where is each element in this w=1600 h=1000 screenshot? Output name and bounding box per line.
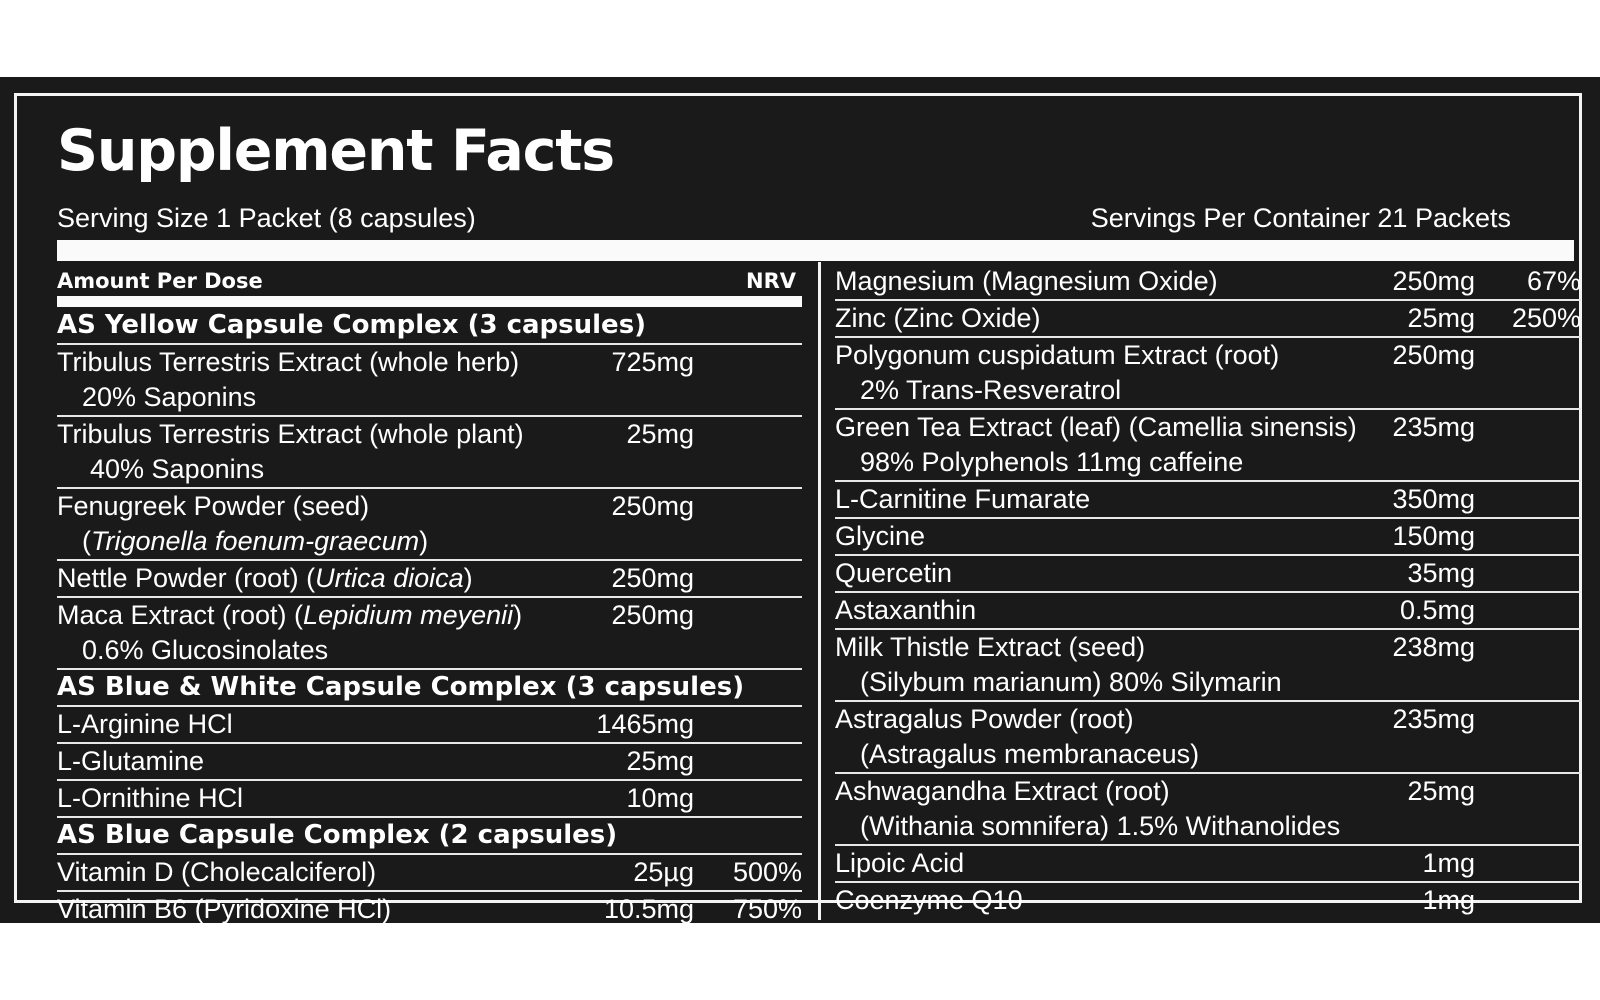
ingredient-nrv: 500% xyxy=(732,857,802,887)
label-frame xyxy=(14,93,1582,924)
ingredient-row xyxy=(57,345,802,417)
ingredient-row xyxy=(57,489,802,561)
ingredient-amount: 238mg xyxy=(1392,632,1475,662)
ingredient-amount: 25mg xyxy=(626,746,694,776)
ingredient-name: Coenzyme Q10 xyxy=(835,885,1023,915)
ingredient-name: Astaxanthin xyxy=(835,595,977,625)
ingredient-row xyxy=(57,744,802,781)
amount-per-dose-header: Amount Per Dose xyxy=(57,269,263,293)
section-heading-blue: AS Blue Capsule Complex (2 capsules) xyxy=(57,818,802,855)
ingredient-detail: (Trigonella foenum-graecum) xyxy=(82,526,429,556)
right-column xyxy=(835,264,1581,918)
ingredient-row xyxy=(57,892,802,927)
ingredient-row xyxy=(835,774,1581,846)
ingredient-row xyxy=(57,417,802,489)
ingredient-detail: 0.6% Glucosinolates xyxy=(82,635,329,665)
ingredient-row xyxy=(835,410,1581,482)
ingredient-row xyxy=(57,781,802,818)
ingredient-amount: 25mg xyxy=(1407,776,1475,806)
ingredient-name: Ashwagandha Extract (root) xyxy=(835,776,1170,806)
ingredient-name: Zinc (Zinc Oxide) xyxy=(835,303,1041,333)
ingredient-detail: 2% Trans-Resveratrol xyxy=(860,375,1122,405)
ingredient-row xyxy=(835,702,1581,774)
ingredient-amount: 350mg xyxy=(1392,484,1475,514)
ingredient-name: Magnesium (Magnesium Oxide) xyxy=(835,266,1218,296)
ingredient-amount: 1mg xyxy=(1422,885,1475,915)
ingredient-row xyxy=(835,338,1581,410)
ingredient-nrv: 250% xyxy=(1511,303,1581,333)
thick-rule xyxy=(57,240,1574,261)
ingredient-amount: 10mg xyxy=(626,783,694,813)
ingredient-amount: 35mg xyxy=(1407,558,1475,588)
ingredient-row xyxy=(57,707,802,744)
ingredient-name: Green Tea Extract (leaf) (Camellia sinensis) xyxy=(835,412,1357,442)
ingredient-detail: 98% Polyphenols 11mg caffeine xyxy=(860,447,1244,477)
ingredient-row xyxy=(57,855,802,892)
ingredient-detail: 20% Saponins xyxy=(82,382,257,412)
ingredient-row xyxy=(835,556,1581,593)
ingredient-amount: 10.5mg xyxy=(603,894,694,924)
ingredient-amount: 0.5mg xyxy=(1399,595,1475,625)
ingredient-amount: 250mg xyxy=(1392,340,1475,370)
ingredient-name: L-Ornithine HCl xyxy=(57,783,244,813)
ingredient-name: L-Glutamine xyxy=(57,746,205,776)
ingredient-name: Glycine xyxy=(835,521,926,551)
ingredient-amount: 250mg xyxy=(1392,266,1475,296)
left-column xyxy=(57,264,802,927)
ingredient-name: Nettle Powder (root) (Urtica dioica) xyxy=(57,563,473,593)
ingredient-nrv: 750% xyxy=(732,894,802,924)
ingredient-amount: 25mg xyxy=(1407,303,1475,333)
ingredient-name: Quercetin xyxy=(835,558,953,588)
ingredient-name: Astragalus Powder (root) xyxy=(835,704,1134,734)
column-header xyxy=(57,264,802,296)
ingredient-amount: 235mg xyxy=(1392,704,1475,734)
ingredient-nrv: 67% xyxy=(1526,266,1581,296)
ingredient-amount: 25mg xyxy=(626,419,694,449)
ingredient-row xyxy=(57,598,802,670)
ingredient-name: Milk Thistle Extract (seed) xyxy=(835,632,1146,662)
ingredient-name: Vitamin D (Cholecalciferol) xyxy=(57,857,377,887)
nrv-header: NRV xyxy=(746,269,796,293)
ingredient-amount: 725mg xyxy=(611,347,694,377)
ingredient-row xyxy=(835,264,1581,301)
ingredient-name: Maca Extract (root) (Lepidium meyenii) xyxy=(57,600,523,630)
ingredient-detail: 40% Saponins xyxy=(90,454,265,484)
ingredient-amount: 250mg xyxy=(611,600,694,630)
ingredient-row xyxy=(835,593,1581,630)
serving-size: Serving Size 1 Packet (8 capsules) xyxy=(57,203,476,233)
ingredient-detail: (Withania somnifera) 1.5% Withanolides xyxy=(860,811,1341,841)
ingredient-amount: 235mg xyxy=(1392,412,1475,442)
column-divider xyxy=(818,262,821,920)
ingredient-row xyxy=(835,846,1581,883)
ingredient-amount: 250mg xyxy=(611,491,694,521)
ingredient-name: L-Arginine HCl xyxy=(57,709,233,739)
ingredient-name: Tribulus Terrestris Extract (whole plant) xyxy=(57,419,524,449)
ingredient-name: Fenugreek Powder (seed) xyxy=(57,491,370,521)
ingredient-amount: 250mg xyxy=(611,563,694,593)
section-heading-blue-white: AS Blue & White Capsule Complex (3 capsules) xyxy=(57,670,802,707)
header-rule xyxy=(57,296,802,307)
label-title: Supplement Facts xyxy=(57,118,614,184)
ingredient-row xyxy=(835,482,1581,519)
ingredient-amount: 1mg xyxy=(1422,848,1475,878)
section-heading-yellow: AS Yellow Capsule Complex (3 capsules) xyxy=(57,308,802,345)
ingredient-row xyxy=(835,301,1581,338)
ingredient-detail: (Silybum marianum) 80% Silymarin xyxy=(860,667,1282,697)
servings-per-container: Servings Per Container 21 Packets xyxy=(1090,203,1511,233)
ingredient-row xyxy=(835,883,1581,918)
ingredient-row xyxy=(835,630,1581,702)
supplement-facts-panel xyxy=(0,77,1600,923)
ingredient-amount: 25µg xyxy=(633,857,694,887)
ingredient-name: L-Carnitine Fumarate xyxy=(835,484,1091,514)
ingredient-amount: 1465mg xyxy=(596,709,694,739)
ingredient-detail: (Astragalus membranaceus) xyxy=(860,739,1200,769)
ingredient-row xyxy=(835,519,1581,556)
ingredient-name: Polygonum cuspidatum Extract (root) xyxy=(835,340,1280,370)
ingredient-row xyxy=(57,561,802,598)
ingredient-amount: 150mg xyxy=(1392,521,1475,551)
ingredient-name: Tribulus Terrestris Extract (whole herb) xyxy=(57,347,520,377)
ingredient-name: Lipoic Acid xyxy=(835,848,965,878)
ingredient-name: Vitamin B6 (Pyridoxine HCl) xyxy=(57,894,392,924)
